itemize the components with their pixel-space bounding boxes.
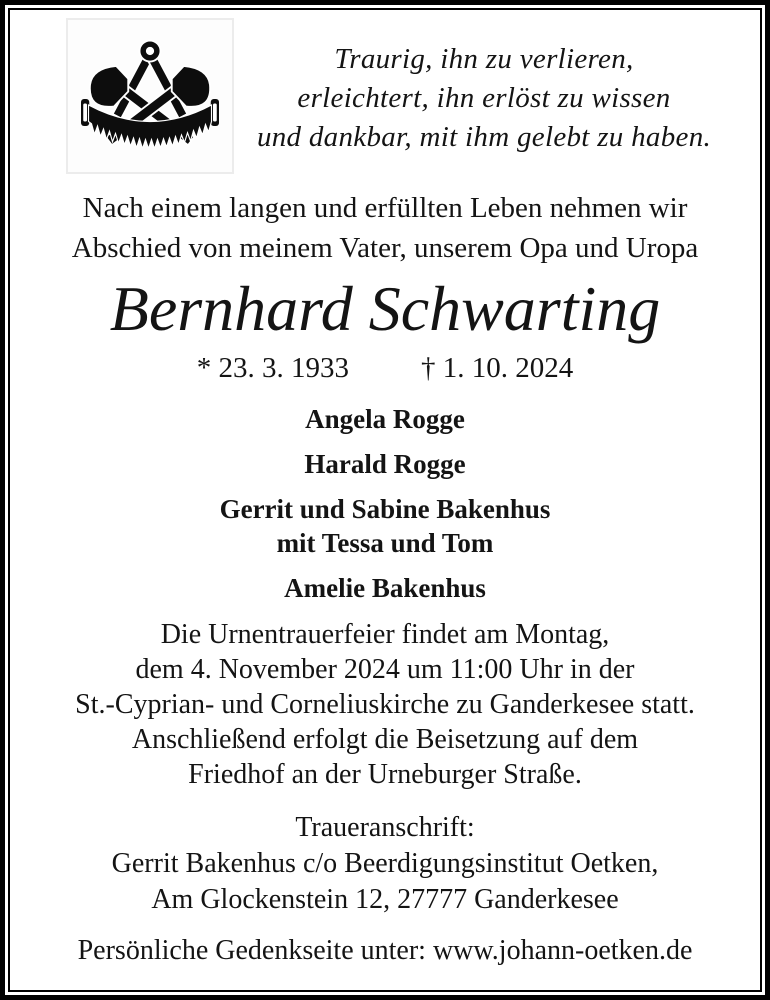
mourner-entry — [10, 571, 760, 605]
birth-date: * 23. 3. 1933 — [196, 352, 349, 384]
mourner-name: Amelie Bakenhus — [284, 573, 486, 603]
deceased-name: Bernhard Schwarting — [109, 273, 661, 344]
mourners-list — [10, 402, 760, 605]
carpenter-guild-emblem-icon — [66, 18, 234, 174]
mourner-entry — [10, 492, 760, 560]
mourner-entry — [10, 447, 760, 481]
funeral-details-line: dem 4. November 2024 um 11:00 Uhr in der — [135, 654, 635, 685]
mourner-name: Angela Rogge — [305, 404, 465, 434]
epitaph-quote-line: und dankbar, mit ihm gelebt zu haben. — [256, 121, 712, 153]
announcement-intro-line: Nach einem langen und erfüllten Leben nehmen wir — [82, 192, 688, 224]
mourning-address-heading: Traueranschrift: — [295, 812, 475, 843]
obituary-notice — [8, 8, 762, 992]
funeral-details-line: St.-Cyprian- und Corneliuskirche zu Ganderkesee statt. — [75, 689, 695, 720]
funeral-details-line: Die Urnentrauerfeier findet am Montag, — [160, 619, 610, 650]
memorial-site-line: Persönliche Gedenkseite unter: www.johann-oetken.de — [77, 935, 693, 966]
frame-gap — [5, 5, 765, 995]
epitaph-quote-line: Traurig, ihn zu verlieren, — [334, 43, 634, 75]
mourner-name: mit Tessa und Tom — [276, 528, 494, 558]
announcement-intro-line: Abschied von meinem Vater, unserem Opa und Uropa — [71, 232, 699, 264]
funeral-details-line: Anschließend erfolgt die Beisetzung auf dem — [131, 724, 639, 755]
life-dates — [10, 351, 760, 385]
mourner-name: Harald Rogge — [304, 449, 466, 479]
announcement-intro — [10, 188, 760, 268]
mourner-name: Gerrit und Sabine Bakenhus — [219, 494, 551, 524]
death-date: † 1. 10. 2024 — [421, 352, 574, 384]
mourning-address — [10, 810, 760, 918]
funeral-details — [10, 617, 760, 792]
epitaph-quote-line: erleichtert, ihn erlöst zu wissen — [297, 82, 671, 114]
mourner-entry — [10, 402, 760, 436]
mourning-address-line: Gerrit Bakenhus c/o Beerdigungsinstitut Oetken, — [111, 848, 659, 879]
funeral-details-line: Friedhof an der Urneburger Straße. — [188, 759, 582, 790]
notice-header — [66, 18, 734, 174]
mourning-address-line: Am Glockenstein 12, 27777 Ganderkesee — [151, 884, 619, 915]
epitaph-quote — [234, 18, 734, 157]
